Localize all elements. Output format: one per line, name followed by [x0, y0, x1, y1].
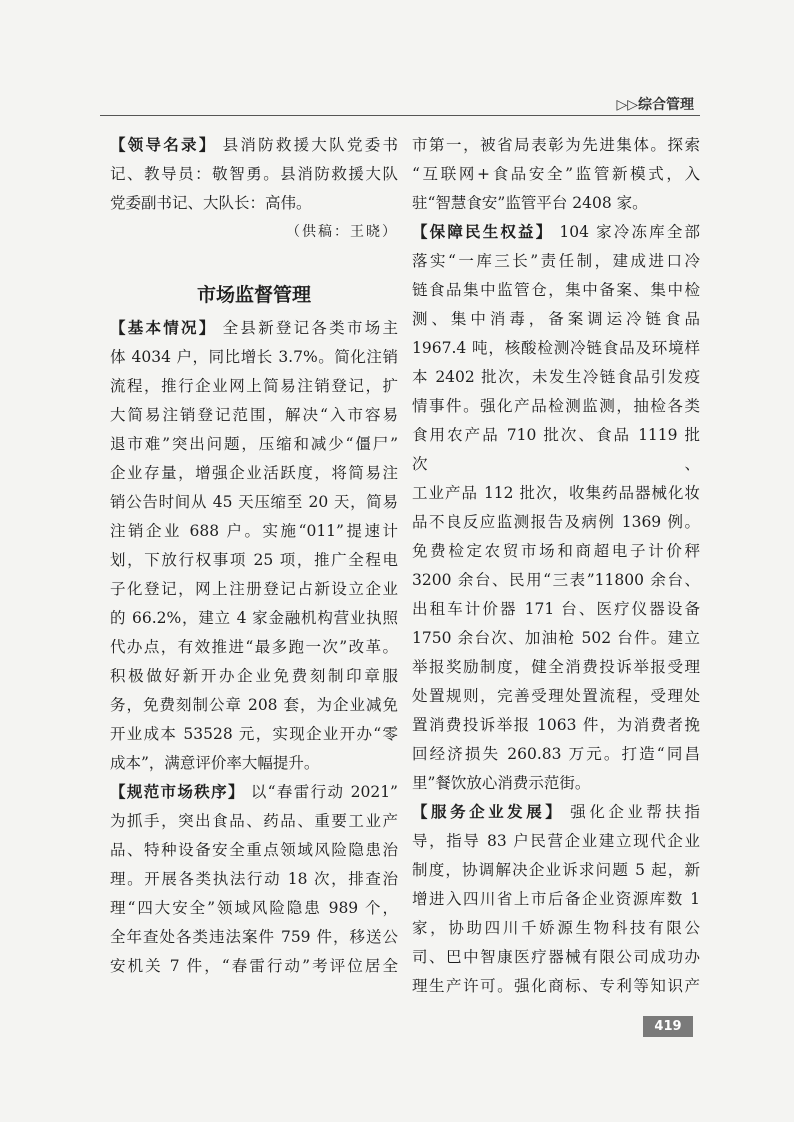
- text-line: [412, 247, 700, 276]
- text-line: [412, 769, 700, 798]
- line-text: 落实“一库三长”责任制，建成进口冷: [412, 252, 700, 270]
- line-text: 理生产许可。强化商标、专利等知识产: [412, 977, 700, 995]
- text-line: [110, 633, 398, 662]
- line-text: 企业存量，增强企业活跃度，将简易注: [110, 464, 398, 482]
- text-line: [110, 894, 398, 923]
- text-line: [412, 624, 700, 653]
- line-text: 划，下放行权事项 25 项，推广全程电: [110, 551, 398, 569]
- line-text: 104 家冷冻库全部: [559, 223, 700, 241]
- text-line: [110, 314, 398, 343]
- text-line: [110, 720, 398, 749]
- text-line: [412, 827, 700, 856]
- text-line: [110, 517, 398, 546]
- line-text: 县消防救援大队党委书: [222, 136, 398, 154]
- paragraph: [110, 314, 398, 778]
- text-line: [412, 131, 700, 160]
- line-text: 导，指导 83 户民营企业建立现代企业: [412, 832, 700, 850]
- text-line: [412, 740, 700, 769]
- line-text: 里”餐饮放心消费示范街。: [412, 774, 591, 792]
- paragraph: [110, 778, 398, 981]
- text-line: [412, 914, 700, 943]
- paragraph: [412, 798, 700, 1001]
- line-text: 司、巴中智康医疗器械有限公司成功办: [412, 948, 700, 966]
- text-line: [412, 653, 700, 682]
- line-text: 注销企业 688 户。实施“011”提速计: [110, 522, 398, 540]
- page-number: 419: [643, 1016, 693, 1037]
- credit-line: [110, 218, 398, 247]
- paragraph: [412, 218, 700, 798]
- section-heading: 市场监督管理: [196, 284, 311, 306]
- text-line: [412, 885, 700, 914]
- line-text: 举报奖励制度，健全消费投诉举报受理: [412, 658, 700, 676]
- paragraph: [110, 131, 398, 218]
- line-text: 1750 余台次、加油枪 502 台件。建立: [412, 629, 700, 647]
- text-line: [110, 575, 398, 604]
- line-text: 食用农产品 710 批次、食品 1119 批次、: [412, 426, 700, 473]
- line-text: 3200 余台、民用“三表”11800 余台、: [412, 571, 700, 589]
- text-line: [110, 131, 398, 160]
- text-line: [110, 691, 398, 720]
- line-text: 测、集中消毒，备案调运冷链食品: [412, 310, 700, 328]
- text-line: [412, 943, 700, 972]
- line-text: 记、教导员：敬智勇。县消防救援大队: [110, 165, 398, 183]
- line-text: 理“四大安全”领域风险隐患 989 个，: [110, 899, 398, 917]
- text-line: [412, 856, 700, 885]
- text-line: [110, 546, 398, 575]
- line-text: 免费检定农贸市场和商超电子计价秤: [412, 542, 700, 560]
- text-line: [412, 421, 700, 479]
- line-text: 回经济损失 260.83 万元。打造“同昌: [412, 745, 700, 763]
- line-text: 情事件。强化产品检测监测，抽检各类: [412, 397, 700, 415]
- line-text: 品、特种设备安全重点领域风险隐患治: [110, 841, 398, 859]
- line-text: 全县新登记各类市场主: [222, 319, 398, 337]
- line-text: 工业产品 112 批次，收集药品器械化妆: [412, 484, 700, 502]
- text-line: [110, 401, 398, 430]
- text-line: [110, 952, 398, 981]
- text-line: [110, 662, 398, 691]
- text-line: [110, 160, 398, 189]
- text-line: [412, 595, 700, 624]
- paragraph-label: 【保障民生权益】: [412, 223, 554, 241]
- line-text: 品不良反应监测报告及病例 1369 例。: [412, 513, 700, 531]
- paragraph-label: 【规范市场秩序】: [110, 783, 245, 801]
- line-text: 强化企业帮扶指: [570, 803, 700, 821]
- text-line: [412, 972, 700, 1001]
- line-text: 为抓手，突出食品、药品、重要工业产: [110, 812, 398, 830]
- line-text: 家，协助四川千娇源生物科技有限公: [412, 919, 700, 937]
- text-line: [110, 488, 398, 517]
- line-text: 代办点，有效推进“最多跑一次”改革。: [110, 638, 398, 656]
- line-text: 理。开展各类执法行动 18 次，排查治: [110, 870, 398, 888]
- line-text: 党委副书记、大队长：高伟。: [110, 194, 312, 212]
- text-line: [412, 334, 700, 363]
- paragraph: [412, 131, 700, 218]
- line-text: （供稿：王晓）: [286, 224, 398, 240]
- text-line: [412, 392, 700, 421]
- line-text: “互联网+食品安全”监管新模式，入: [412, 165, 700, 183]
- line-text: 市第一，被省局表彰为先进集体。探索: [412, 136, 700, 154]
- text-line: [110, 836, 398, 865]
- text-line: [412, 537, 700, 566]
- line-text: 以“春雷行动 2021”: [250, 783, 398, 801]
- right-column: [412, 131, 700, 1001]
- line-text: 的 66.2%，建立 4 家金融机构营业执照: [110, 609, 398, 627]
- line-text: 制度，协调解决企业诉求问题 5 起，新: [412, 861, 700, 879]
- text-line: [412, 160, 700, 189]
- text-line: [110, 807, 398, 836]
- text-line: [110, 430, 398, 459]
- text-line: [412, 682, 700, 711]
- text-line: [412, 276, 700, 305]
- paragraph-label: 【基本情况】: [110, 319, 217, 337]
- text-line: [412, 711, 700, 740]
- line-text: 开业成本 53528 元，实现企业开办“零: [110, 725, 398, 743]
- line-text: 安机关 7 件，“春雷行动”考评位居全: [110, 957, 398, 975]
- text-line: [412, 508, 700, 537]
- paragraph-label: 【服务企业发展】: [412, 803, 565, 821]
- text-line: [110, 372, 398, 401]
- line-text: 处置规则，完善受理处置流程，受理处: [412, 687, 700, 705]
- line-text: 全年查处各类违法案件 759 件，移送公: [110, 928, 398, 946]
- text-line: [110, 343, 398, 372]
- line-text: 驻“智慧食安”监管平台 2408 家。: [412, 194, 648, 212]
- line-text: 链食品集中监管仓，集中备案、集中检: [412, 281, 700, 299]
- line-text: 销公告时间从 45 天压缩至 20 天，简易: [110, 493, 398, 511]
- line-text: 退市难”突出问题，压缩和减少“僵尸”: [110, 435, 398, 453]
- line-text: 积极做好新开办企业免费刻制印章服: [110, 667, 398, 685]
- line-text: 出租车计价器 171 台、医疗仪器设备: [412, 600, 700, 618]
- text-line: [412, 305, 700, 334]
- text-line: [110, 604, 398, 633]
- section-tag: ▷▷综合管理: [616, 97, 694, 113]
- text-line: [110, 778, 398, 807]
- running-header: [100, 92, 700, 116]
- line-text: 成本”，满意评价率大幅提升。: [110, 754, 320, 772]
- text-line: [110, 459, 398, 488]
- text-line: [412, 189, 700, 218]
- text-line: [412, 798, 700, 827]
- text-line: [110, 865, 398, 894]
- line-text: 1967.4 吨，核酸检测冷链食品及环境样: [412, 339, 700, 357]
- left-column: [110, 131, 398, 981]
- paragraph-label: 【领导名录】: [110, 136, 217, 154]
- line-text: 流程，推行企业网上简易注销登记，扩: [110, 377, 398, 395]
- text-line: [110, 189, 398, 218]
- line-text: 子化登记，网上注册登记占新设立企业: [110, 580, 398, 598]
- line-text: 务，免费刻制公章 208 套，为企业减免: [110, 696, 398, 714]
- line-text: 体 4034 户，同比增长 3.7%。简化注销: [110, 348, 398, 366]
- text-line: [110, 749, 398, 778]
- text-line: [412, 363, 700, 392]
- text-line: [412, 218, 700, 247]
- text-line: [110, 923, 398, 952]
- line-text: 增进入四川省上市后备企业资源库数 1: [412, 890, 700, 908]
- text-line: [110, 218, 398, 247]
- line-text: 本 2402 批次，未发生冷链食品引发疫: [412, 368, 700, 386]
- line-text: 大简易注销登记范围，解决“入市容易: [110, 406, 398, 424]
- text-line: [412, 566, 700, 595]
- text-line: [412, 479, 700, 508]
- line-text: 置消费投诉举报 1063 件，为消费者挽: [412, 716, 700, 734]
